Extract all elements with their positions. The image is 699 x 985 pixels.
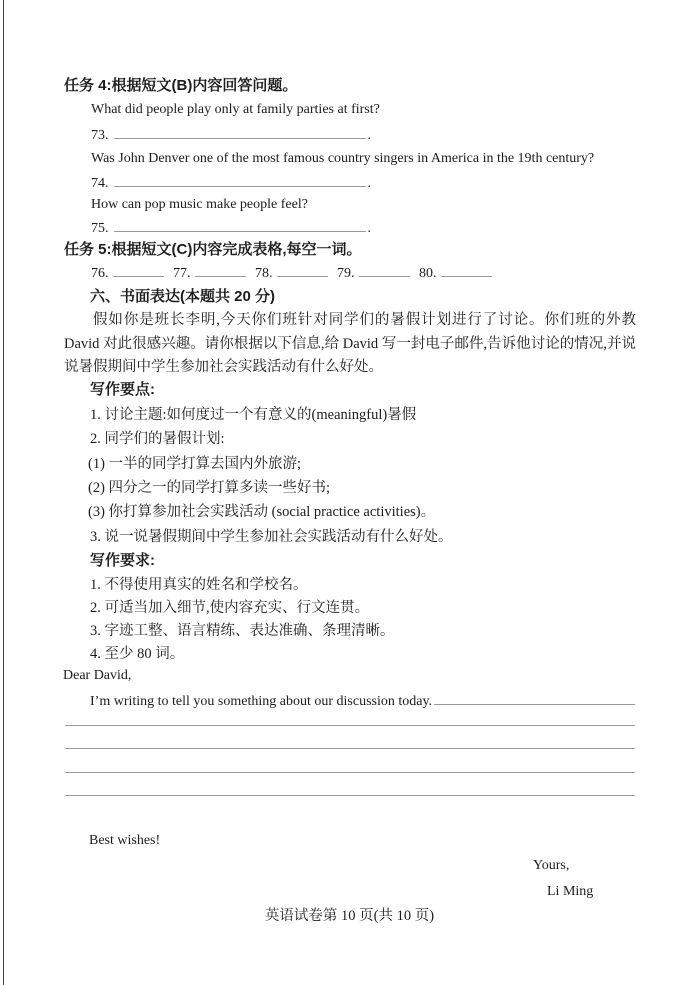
answer-number-75: 75. <box>91 221 109 236</box>
requirement-item-3: 3. 字迹工整、语言精练、表达准确、条理清晰。 <box>90 623 395 639</box>
answer-blank-75[interactable] <box>114 217 366 232</box>
answer-number-74: 74. <box>91 176 109 191</box>
letter-signoff: Yours, <box>533 858 570 873</box>
blank-number-79: 79. <box>337 266 355 281</box>
point-item-3: 3. 说一说暑假期间中学生参加社会实践活动有什么好处。 <box>90 529 453 545</box>
answer-row-73 <box>91 124 371 146</box>
section6-heading: 六、书面表达(本题共 20 分) <box>90 288 276 305</box>
answer-row-75 <box>91 217 371 239</box>
point-subitem-2: (2) 四分之一的同学打算多读一些好书; <box>88 480 331 496</box>
opening-blank-line[interactable] <box>434 690 635 705</box>
question-text-75: How can pop music make people feel? <box>91 197 308 212</box>
answer-period-75: . <box>367 221 371 236</box>
writing-line-3[interactable] <box>65 772 635 773</box>
writing-intro-paragraph: 假如你是班长李明,今天你们班针对同学们的暑假计划进行了讨论。你们班的外教 David 对此很感兴趣。请你根据以下信息,给 David 写一封电子邮件,告诉他讨论的情况,并说说暑假期间中学生参加社会实践活动有什么好处。 <box>64 312 636 375</box>
blank-group-76 <box>91 262 164 284</box>
blank-80[interactable] <box>441 262 493 277</box>
writing-line-2[interactable] <box>65 748 635 749</box>
blank-79[interactable] <box>359 262 411 277</box>
requirement-item-4: 4. 至少 80 词。 <box>90 646 185 662</box>
blank-number-80: 80. <box>419 266 437 281</box>
point-item-2: 2. 同学们的暑假计划: <box>90 431 225 447</box>
blank-group-80 <box>419 262 492 284</box>
point-subitem-1: (1) 一半的同学打算去国内外旅游; <box>88 456 302 472</box>
letter-salutation: Dear David, <box>63 668 132 683</box>
letter-opening-row <box>90 690 635 710</box>
task4-heading: 任务 4:根据短文(B)内容回答问题。 <box>64 77 298 94</box>
letter-closing: Best wishes! <box>89 833 161 848</box>
question-text-73: What did people play only at family parties at first? <box>91 102 380 117</box>
requirement-item-1: 1. 不得使用真实的姓名和学校名。 <box>90 577 308 593</box>
requirements-heading: 写作要求: <box>90 552 155 569</box>
blank-78[interactable] <box>277 262 329 277</box>
answer-blank-74[interactable] <box>114 172 366 187</box>
blank-number-76: 76. <box>91 266 109 281</box>
requirement-item-2: 2. 可适当加入细节,使内容充实、行文连贯。 <box>90 600 370 616</box>
point-item-1: 1. 讨论主题:如何度过一个有意义的(meaningful)暑假 <box>90 407 417 423</box>
question-text-74: Was John Denver one of the most famous country singers in America in the 19th century? <box>91 151 595 166</box>
page-footer: 英语试卷第 10 页(共 10 页) <box>264 908 435 924</box>
writing-line-1[interactable] <box>65 725 635 726</box>
blank-number-77: 77. <box>173 266 191 281</box>
blank-group-78 <box>255 262 328 284</box>
letter-signature: Li Ming <box>547 884 594 899</box>
blank-number-78: 78. <box>255 266 273 281</box>
letter-opening: I’m writing to tell you something about our discussion today. <box>90 694 433 709</box>
page-edge-line <box>3 0 4 985</box>
answer-blank-73[interactable] <box>114 124 366 139</box>
points-heading: 写作要点: <box>90 381 155 398</box>
point-subitem-3: (3) 你打算参加社会实践活动 (social practice activities)。 <box>88 504 436 520</box>
answer-number-73: 73. <box>91 128 109 143</box>
task5-blanks-row <box>91 262 492 284</box>
blank-group-79 <box>337 262 410 284</box>
blank-77[interactable] <box>195 262 247 277</box>
task5-heading: 任务 5:根据短文(C)内容完成表格,每空一词。 <box>64 241 362 258</box>
answer-period-74: . <box>367 176 371 191</box>
blank-group-77 <box>173 262 246 284</box>
blank-76[interactable] <box>113 262 165 277</box>
answer-period-73: . <box>367 128 371 143</box>
writing-line-4[interactable] <box>65 795 635 796</box>
answer-row-74 <box>91 172 371 194</box>
